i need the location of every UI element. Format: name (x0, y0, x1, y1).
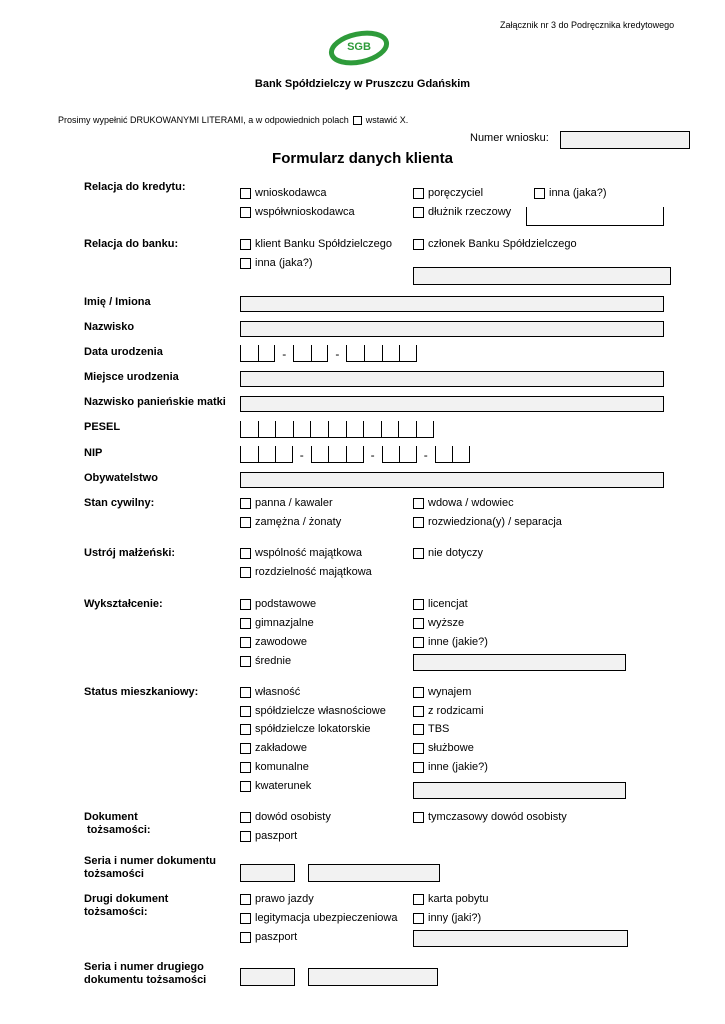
second-doc-other-field[interactable] (413, 930, 628, 947)
checkbox[interactable] (413, 743, 424, 754)
citizenship-label: Obywatelstwo (84, 472, 158, 484)
application-number-field[interactable] (560, 131, 690, 149)
property-label: Ustrój małżeński: (84, 547, 176, 559)
checkbox[interactable] (240, 762, 251, 773)
checkbox[interactable] (413, 812, 424, 823)
option-inna-bank[interactable] (240, 257, 312, 269)
option-label: inne (jakie?) (428, 636, 488, 648)
id-doc-label (84, 811, 151, 837)
mother-maiden-field[interactable] (240, 396, 664, 412)
checkbox[interactable] (413, 207, 424, 218)
option-prawo-jazdy[interactable] (240, 893, 314, 905)
option-kwaterunek[interactable] (240, 780, 311, 792)
option-label: rozdzielność majątkowa (255, 566, 372, 578)
second-number-field[interactable] (308, 968, 438, 986)
option-sluzbowe[interactable] (413, 742, 474, 754)
checkbox[interactable] (413, 637, 424, 648)
id-doc-label-line1: Dokument (84, 811, 138, 823)
form-title: Formularz danych klienta (272, 150, 453, 167)
option-label: inne (jakie?) (428, 761, 488, 773)
option-label: średnie (255, 655, 292, 667)
housing-other-field[interactable] (413, 782, 626, 799)
checkbox[interactable] (240, 724, 251, 735)
option-poreczyciel[interactable] (413, 187, 483, 199)
second-doc-label (84, 893, 168, 919)
birth-date-field[interactable] (240, 345, 417, 362)
option-label: członek Banku Spółdzielczego (428, 238, 577, 250)
checkbox[interactable] (413, 599, 424, 610)
option-label: rozwiedziona(y) / separacja (428, 516, 562, 528)
option-tymczasowy[interactable] (413, 811, 567, 823)
option-label: zakładowe (255, 742, 307, 754)
second-doc-label-line2: tożsamości: (84, 906, 148, 918)
credit-relation-label: Relacja do kredytu: (84, 181, 186, 193)
month-boxes[interactable] (293, 345, 328, 362)
instruction-text: Prosimy wypełnić DRUKOWANYMI LITERAMI, a w odpowiednich polach (58, 115, 349, 125)
checkbox[interactable] (413, 894, 424, 905)
option-dluznik[interactable] (413, 206, 511, 218)
id-series-label-line1: Seria i numer dokumentu (84, 855, 217, 867)
checkbox[interactable] (240, 207, 251, 218)
checkbox[interactable] (413, 498, 424, 509)
option-label: własność (255, 686, 301, 698)
education-other-field[interactable] (413, 654, 626, 671)
pesel-label: PESEL (84, 421, 121, 433)
birth-place-label: Miejsce urodzenia (84, 371, 179, 383)
option-label: nie dotyczy (428, 547, 484, 559)
option-label: paszport (255, 931, 298, 943)
checkbox[interactable] (240, 548, 251, 559)
checkbox[interactable] (240, 188, 251, 199)
checkbox[interactable] (240, 637, 251, 648)
option-label: inna (jaka?) (255, 257, 313, 269)
nip-field[interactable] (240, 446, 470, 463)
checkbox[interactable] (240, 258, 251, 269)
second-series-label (84, 961, 206, 987)
first-name-field[interactable] (240, 296, 664, 312)
second-series-field[interactable] (240, 968, 295, 986)
option-label: paszport (255, 830, 298, 842)
checkbox[interactable] (413, 618, 424, 629)
checkbox[interactable] (240, 656, 251, 667)
checkbox[interactable] (240, 781, 251, 792)
checkbox[interactable] (240, 239, 251, 250)
option-gimnazjalne[interactable] (240, 617, 314, 629)
mother-maiden-label: Nazwisko panieńskie matki (84, 396, 226, 408)
last-name-label: Nazwisko (84, 321, 135, 333)
option-label: spółdzielcze lokatorskie (255, 723, 371, 735)
checkbox[interactable] (413, 687, 424, 698)
separator: - (370, 447, 375, 462)
bank-relation-label: Relacja do banku: (84, 238, 179, 250)
checkbox[interactable] (240, 932, 251, 943)
option-wspolwnioskodawca[interactable] (240, 206, 355, 218)
option-zawodowe[interactable] (240, 636, 307, 648)
option-wynajem[interactable] (413, 686, 471, 698)
option-wdowa[interactable] (413, 497, 514, 509)
option-panna[interactable] (240, 497, 333, 509)
year-boxes[interactable] (346, 345, 416, 362)
option-label: prawo jazdy (255, 893, 314, 905)
logo-text: SGB (347, 41, 371, 53)
id-doc-label-line2: tożsamości: (87, 824, 151, 836)
checkbox[interactable] (413, 239, 424, 250)
option-paszport[interactable] (240, 830, 297, 842)
id-series-label-line2: tożsamości (84, 868, 144, 880)
second-series-label-line2: dokumentu tożsamości (84, 974, 207, 986)
checkbox[interactable] (240, 913, 251, 924)
option-label: kwaterunek (255, 780, 312, 792)
checkbox[interactable] (413, 188, 424, 199)
checkbox[interactable] (240, 894, 251, 905)
option-zakladowe[interactable] (240, 742, 307, 754)
id-number-field[interactable] (308, 864, 440, 882)
last-name-field[interactable] (240, 321, 664, 337)
application-number-label: Numer wniosku: (470, 132, 549, 144)
id-series-field[interactable] (240, 864, 295, 882)
option-label: karta pobytu (428, 893, 489, 905)
option-inny[interactable] (413, 912, 481, 924)
second-doc-label-line1: Drugi dokument (84, 893, 169, 905)
option-label: zamężna / żonaty (255, 516, 342, 528)
option-wnioskodawca[interactable] (240, 187, 327, 199)
bank-relation-other-field[interactable] (413, 267, 671, 285)
option-label: inny (jaki?) (428, 912, 482, 924)
checkbox[interactable] (240, 706, 251, 717)
instruction-text-end: wstawić X. (365, 115, 409, 125)
option-rozwiedziona[interactable] (413, 516, 562, 528)
option-label: współwnioskodawca (255, 206, 355, 218)
option-komunalne[interactable] (240, 761, 309, 773)
first-name-label: Imię / Imiona (84, 296, 151, 308)
checkbox[interactable] (413, 706, 424, 717)
birth-place-field[interactable] (240, 371, 664, 387)
option-label: wspólność majątkowa (255, 547, 362, 559)
option-label: dłużnik rzeczowy (428, 206, 512, 218)
option-podstawowe[interactable] (240, 598, 316, 610)
checkbox[interactable] (534, 188, 545, 199)
birth-date-label: Data urodzenia (84, 346, 163, 358)
option-label: inna (jaka?) (549, 187, 607, 199)
housing-label: Status mieszkaniowy: (84, 686, 199, 698)
checkbox[interactable] (240, 687, 251, 698)
separator: - (282, 346, 287, 361)
option-sp-lokatorskie[interactable] (240, 723, 371, 735)
option-czlonek[interactable] (413, 238, 577, 250)
option-label: panna / kawaler (255, 497, 333, 509)
option-sp-wlasnosciowe[interactable] (240, 705, 386, 717)
option-nie-dotyczy[interactable] (413, 547, 483, 559)
option-legitymacja[interactable] (240, 912, 397, 924)
checkbox[interactable] (240, 743, 251, 754)
option-wyzsze[interactable] (413, 617, 464, 629)
option-label: legitymacja ubezpieczeniowa (255, 912, 398, 924)
option-z-rodzicami[interactable] (413, 705, 484, 717)
second-series-label-line1: Seria i numer drugiego (84, 961, 204, 973)
day-boxes[interactable] (240, 345, 275, 362)
example-checkbox (353, 116, 362, 125)
sgb-logo (328, 30, 390, 66)
option-inne-edu[interactable] (413, 636, 488, 648)
option-label: wyższe (428, 617, 465, 629)
checkbox[interactable] (240, 498, 251, 509)
option-label: tymczasowy dowód osobisty (428, 811, 567, 823)
option-zamezna[interactable] (240, 516, 341, 528)
option-label: gimnazjalne (255, 617, 314, 629)
option-rozdzielnosc[interactable] (240, 566, 372, 578)
option-label: z rodzicami (428, 705, 484, 717)
checkbox[interactable] (413, 913, 424, 924)
education-label: Wykształcenie: (84, 598, 163, 610)
checkbox[interactable] (240, 812, 251, 823)
nip-boxes-1[interactable] (240, 446, 293, 463)
option-label: komunalne (255, 761, 309, 773)
option-label: wnioskodawca (255, 187, 327, 199)
separator: - (335, 346, 340, 361)
checkbox[interactable] (240, 567, 251, 578)
marital-label: Stan cywilny: (84, 497, 155, 509)
option-label: klient Banku Spółdzielczego (255, 238, 392, 250)
option-label: służbowe (428, 742, 474, 754)
nip-boxes-2[interactable] (311, 446, 364, 463)
separator: - (299, 447, 304, 462)
option-label: licencjat (428, 598, 468, 610)
nip-boxes-4[interactable] (435, 446, 470, 463)
option-licencjat[interactable] (413, 598, 468, 610)
checkbox[interactable] (240, 831, 251, 842)
bank-name: Bank Spółdzielczy w Pruszczu Gdańskim (254, 78, 471, 90)
checkbox[interactable] (413, 724, 424, 735)
option-paszport-2[interactable] (240, 931, 297, 943)
separator: - (423, 447, 428, 462)
option-label: wynajem (428, 686, 472, 698)
option-label: dowód osobisty (255, 811, 331, 823)
option-wlasnosc[interactable] (240, 686, 300, 698)
option-label: wdowa / wdowiec (428, 497, 514, 509)
option-label: zawodowe (255, 636, 307, 648)
checkbox[interactable] (413, 762, 424, 773)
attachment-note: Załącznik nr 3 do Podręcznika kredytowego (500, 20, 675, 30)
checkbox[interactable] (240, 517, 251, 528)
nip-boxes-3[interactable] (382, 446, 417, 463)
option-label: spółdzielcze własnościowe (255, 705, 386, 717)
option-label: poręczyciel (428, 187, 484, 199)
option-inna[interactable] (534, 187, 606, 199)
option-tbs[interactable] (413, 723, 449, 735)
option-karta-pobytu[interactable] (413, 893, 489, 905)
pesel-boxes[interactable] (240, 421, 434, 438)
option-inne-housing[interactable] (413, 761, 488, 773)
nip-label: NIP (84, 447, 103, 459)
checkbox[interactable] (413, 548, 424, 559)
checkbox[interactable] (413, 517, 424, 528)
option-label: TBS (428, 723, 450, 735)
option-dowod[interactable] (240, 811, 331, 823)
option-srednie[interactable] (240, 655, 291, 667)
option-wspolnosc[interactable] (240, 547, 362, 559)
citizenship-field[interactable] (240, 472, 664, 488)
credit-relation-other-field[interactable] (526, 207, 664, 226)
id-series-label (84, 855, 216, 881)
option-klient[interactable] (240, 238, 392, 250)
option-label: podstawowe (255, 598, 317, 610)
checkbox[interactable] (240, 599, 251, 610)
checkbox[interactable] (240, 618, 251, 629)
instruction-line (58, 115, 408, 125)
